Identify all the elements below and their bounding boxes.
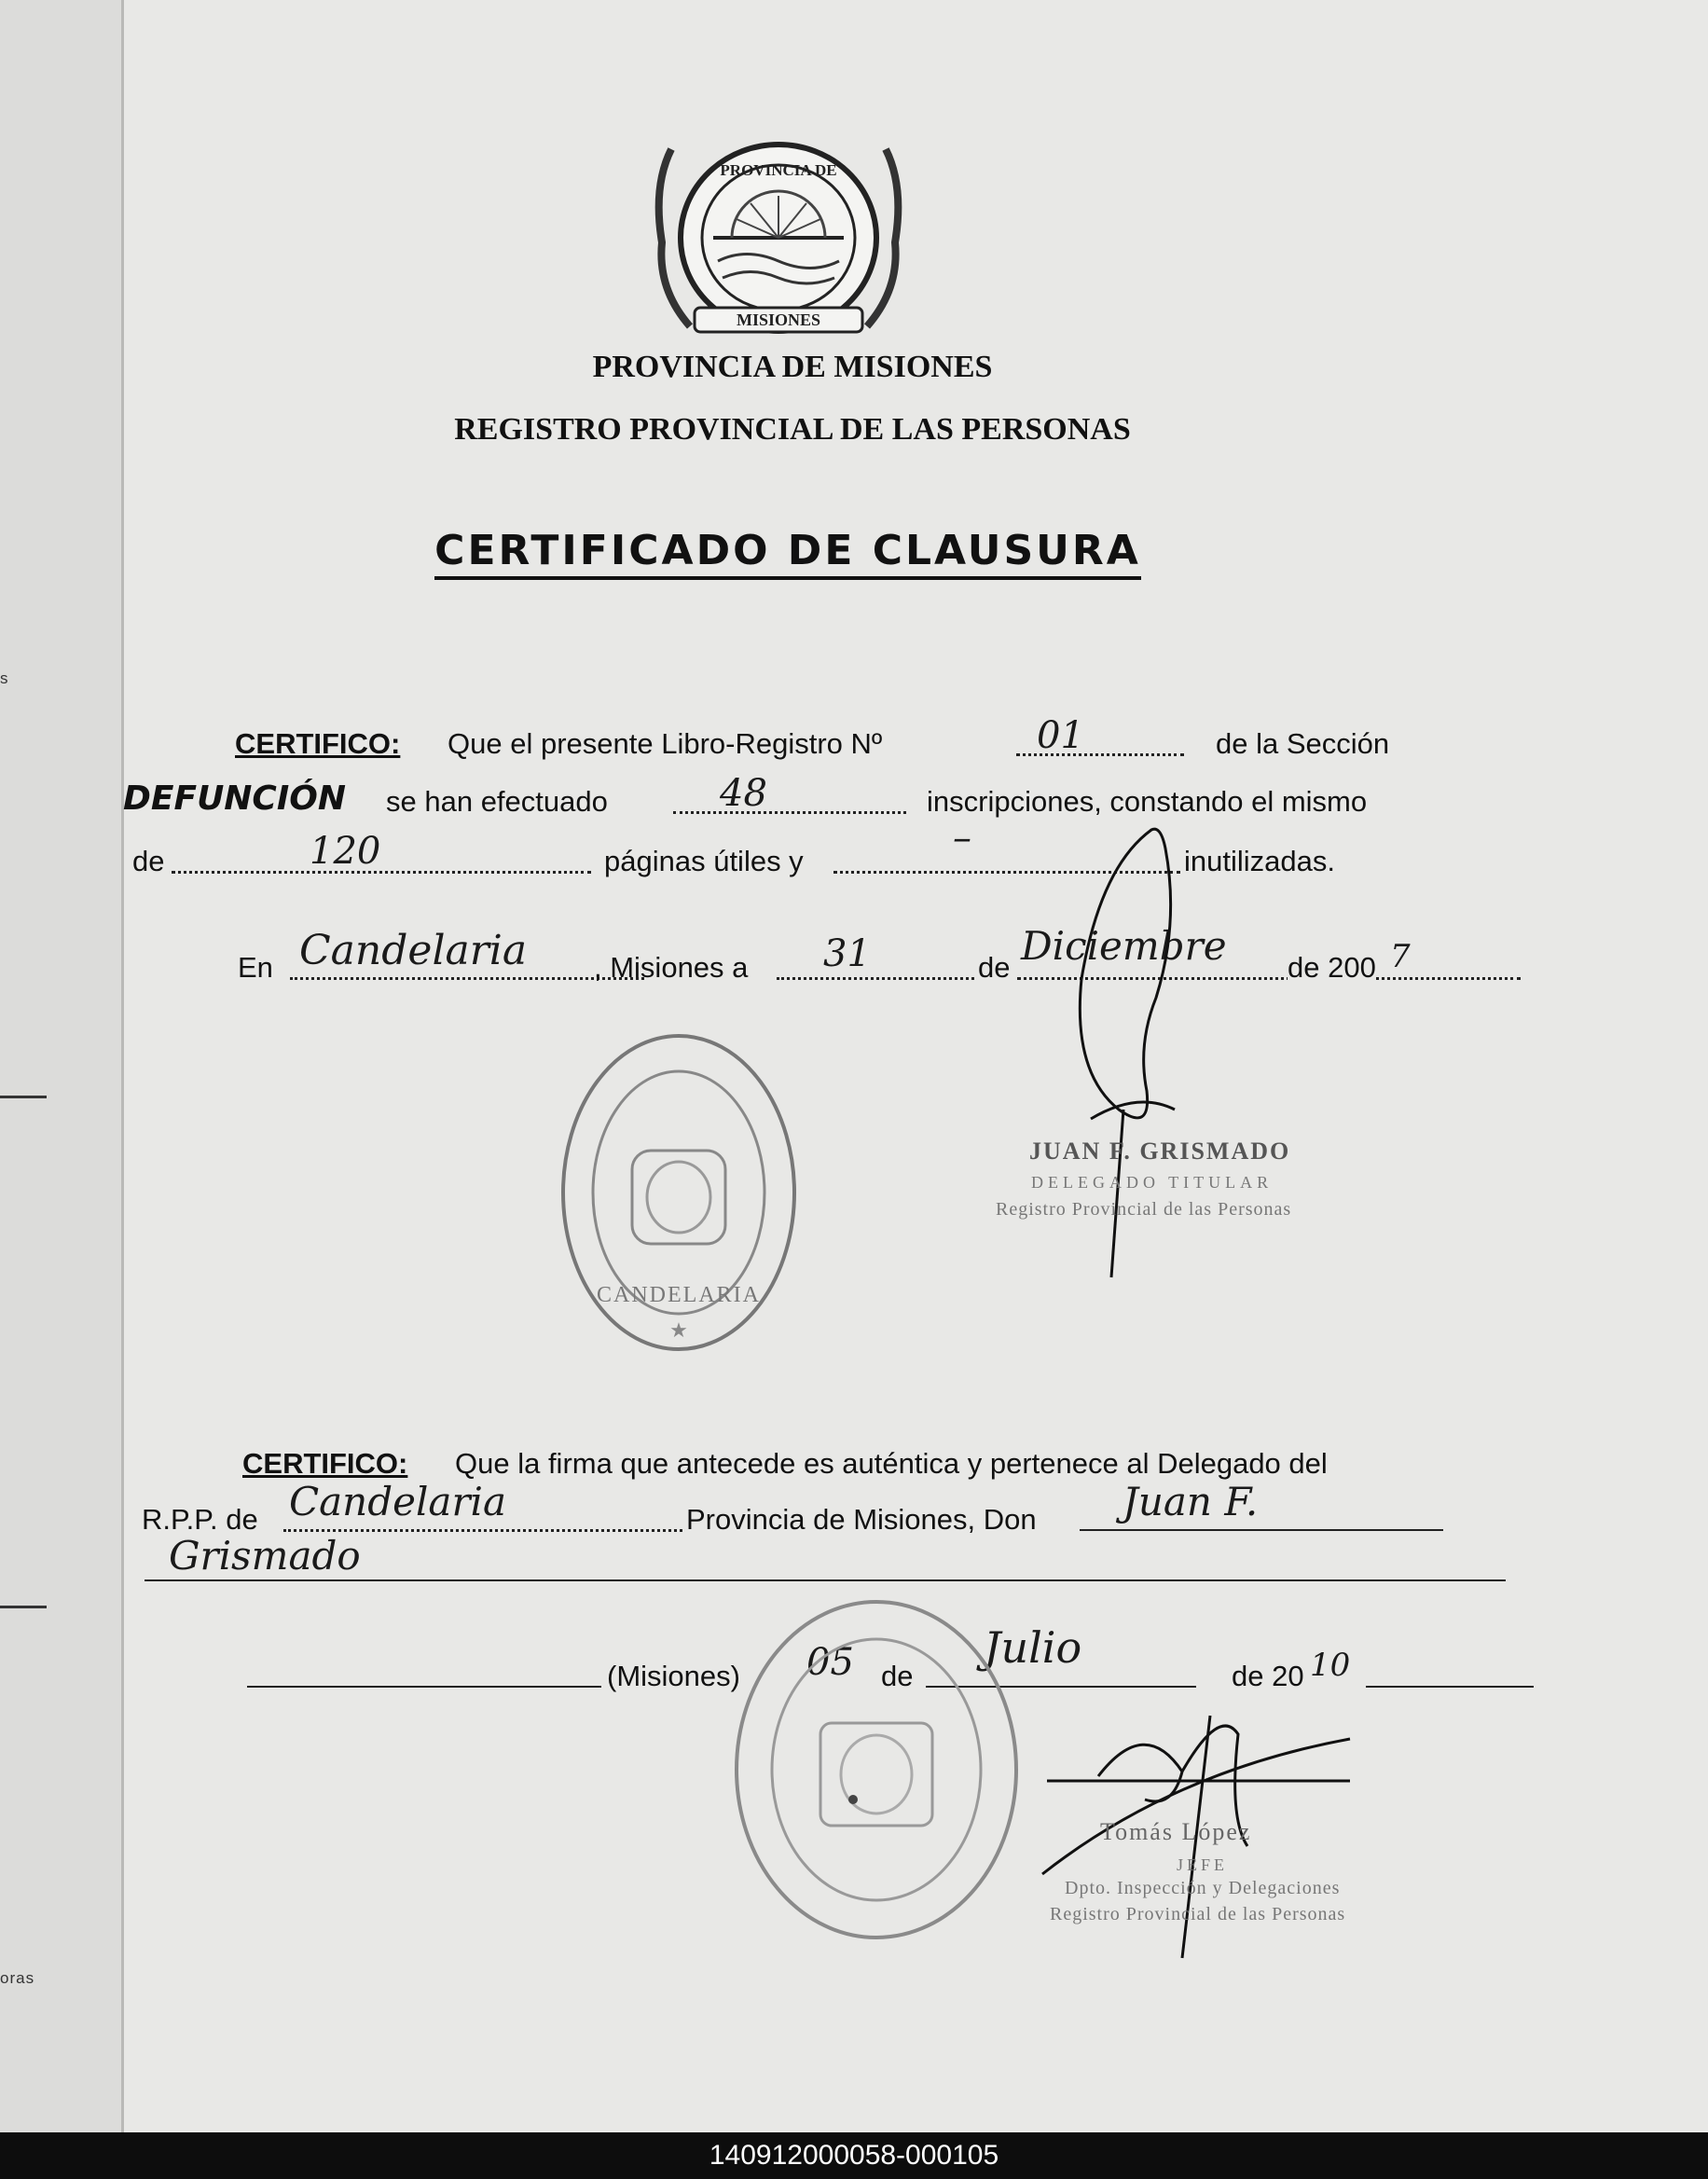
document-id-footer: 140912000058-000105 [0, 2132, 1708, 2179]
cert2-text-a: Que la firma que antecede es auténtica y pertenece al Delegado del [455, 1447, 1328, 1480]
month-value: Diciembre [1021, 923, 1227, 969]
cert2-label: CERTIFICO: [242, 1447, 408, 1480]
rpp-place-value: Candelaria [289, 1479, 506, 1524]
inscripciones-value: 48 [720, 772, 767, 815]
cert1-text-i: de [978, 951, 1011, 984]
registry-title: REGISTRO PROVINCIAL DE LAS PERSONAS [454, 412, 1131, 447]
don-name-field [1080, 1529, 1443, 1531]
signatory-2-name: Tomás López [1100, 1818, 1252, 1845]
svg-text:MISIONES: MISIONES [736, 310, 821, 329]
place-value: Candelaria [299, 927, 528, 974]
cert2-month-value: Julio [984, 1622, 1082, 1673]
delegacion-candelaria-seal [558, 1029, 800, 1356]
signatory-1-name: JUAN F. GRISMADO [1029, 1138, 1291, 1165]
cert2-rpp: R.P.P. de [142, 1503, 258, 1536]
place-field [290, 977, 644, 980]
signatory-2-role: JEFE [1177, 1855, 1229, 1874]
cert1-text-f: páginas útiles y [604, 845, 804, 877]
svg-text:★: ★ [669, 1318, 688, 1342]
cert1-label: CERTIFICO: [235, 727, 401, 760]
certificate-title-text: CERTIFICADO DE CLAUSURA [434, 527, 1141, 580]
day-value: 31 [823, 932, 871, 975]
signatory-2-dept: Dpto. Inspección y Delegaciones [1065, 1878, 1341, 1898]
cert2-text-d: de [881, 1660, 914, 1692]
strip-mark-s: s [0, 669, 9, 687]
strip-mark-oras: oras [0, 1969, 35, 1987]
cert1-text-e: de [132, 845, 165, 877]
paginas-utiles-value: 120 [310, 830, 381, 873]
delegado-signature-scrawl [1063, 811, 1231, 1296]
svg-text:PROVINCIA DE: PROVINCIA DE [720, 161, 837, 179]
strip-rule [0, 1096, 47, 1098]
signatory-1-role: DELEGADO TITULAR [1031, 1173, 1274, 1192]
cert2-year-prefix: de 20 [1232, 1660, 1304, 1692]
cert2-year-field [1366, 1686, 1534, 1688]
cert1-text-h: , Misiones a [594, 951, 749, 984]
place-date-field [247, 1686, 601, 1688]
year-suffix: 7 [1390, 938, 1411, 975]
cert1-text-c: se han efectuado [386, 785, 608, 818]
libro-number-value: 01 [1037, 714, 1084, 757]
rpp-place-field [283, 1529, 682, 1532]
inscripciones-field [673, 811, 906, 814]
province-title: PROVINCIA DE MISIONES [592, 350, 993, 384]
cert2-day-value: 05 [806, 1641, 854, 1684]
svg-text:CANDELARIA: CANDELARIA [597, 1283, 761, 1307]
cert2-text-c: (Misiones) [607, 1660, 740, 1692]
cert1-text-d: inscripciones, constando el mismo [927, 785, 1368, 818]
don-name-continued-field [145, 1579, 1506, 1581]
seccion-value: DEFUNCIÓN [123, 779, 346, 818]
signatory-2-org: Registro Provincial de las Personas [1050, 1904, 1346, 1924]
ministerio-seal [727, 1593, 1026, 1947]
cert2-text-b: Provincia de Misiones, Don [686, 1503, 1037, 1536]
paginas-utiles-field [172, 871, 591, 874]
don-name-last: Grismado [169, 1533, 361, 1579]
underlying-page-strip [0, 0, 124, 2132]
provincial-crest-emblem [643, 131, 914, 345]
cert2-year-suffix: 10 [1310, 1647, 1351, 1684]
certificate-title [0, 527, 1576, 574]
cert1-text-g: inutilizadas. [1184, 845, 1335, 877]
day-field [777, 977, 974, 980]
don-name-first: Juan F. [1123, 1479, 1259, 1524]
cert1-place-prefix: En [238, 951, 273, 984]
year-prefix: de 200 [1288, 951, 1376, 984]
cert1-text-b: de la Sección [1216, 727, 1390, 760]
strip-rule [0, 1606, 47, 1608]
paginas-inutilizadas-value: – [953, 817, 971, 860]
cert1-text-a: Que el presente Libro-Registro Nº [448, 727, 883, 760]
signatory-1-org: Registro Provincial de las Personas [996, 1199, 1292, 1220]
